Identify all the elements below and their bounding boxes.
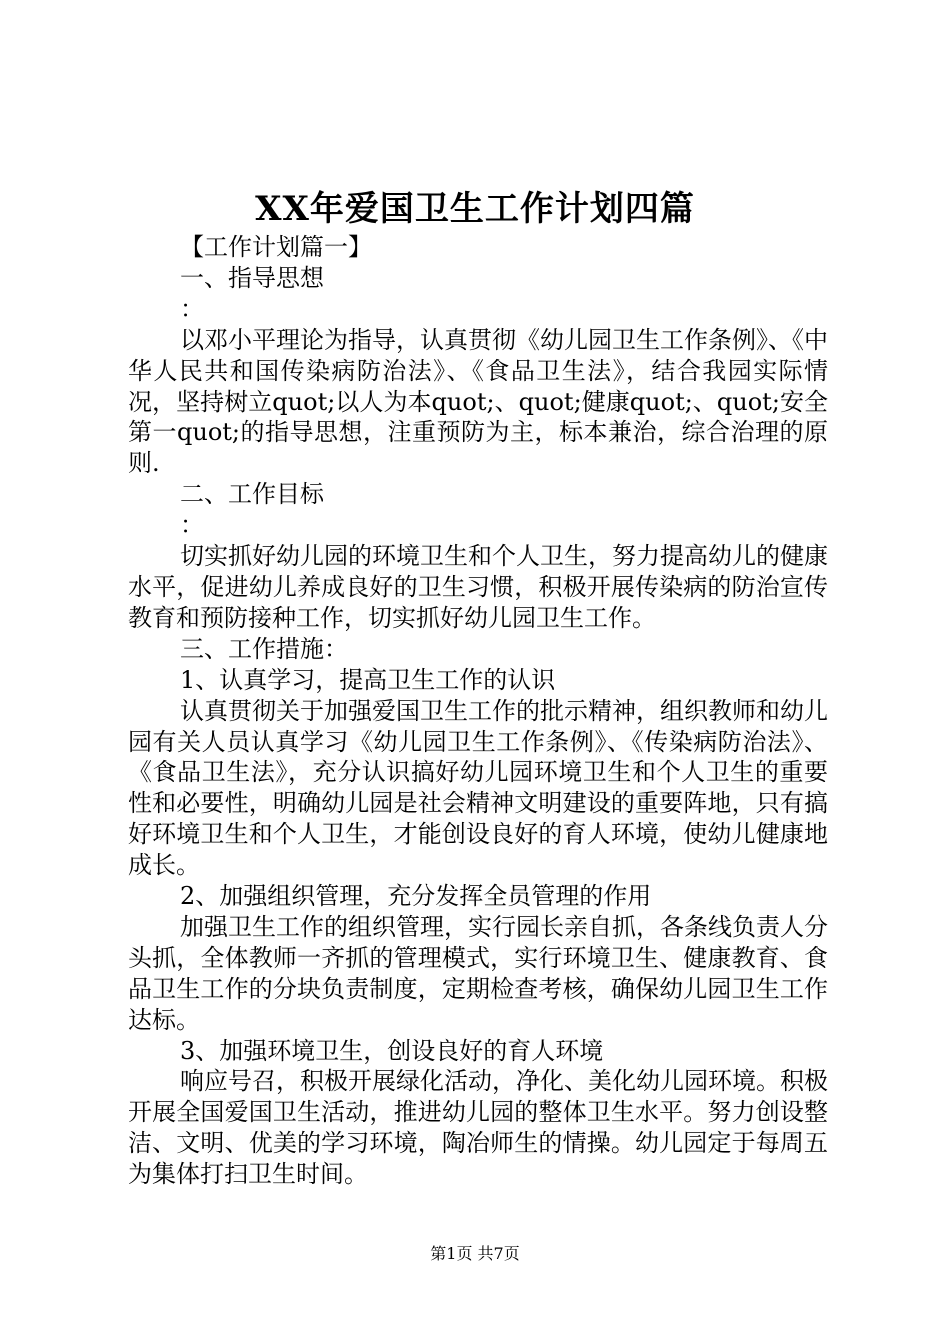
paragraph-measure-1: 认真贯彻关于加强爱国卫生工作的批示精神，组织教师和幼儿园有关人员认真学习《幼儿园卫生工作条例》、《传染病防治法》、《食品卫生法》，充分认识搞好幼儿园环境卫生和个人卫生的重要性和必要性，明确幼儿园是社会精神文明建设的重要阵地，只有搞好环境卫生和个人卫生，才能创设良好的育人环境，使幼儿健康地成长。 <box>128 696 828 880</box>
paragraph-measure-2: 加强卫生工作的组织管理，实行园长亲自抓，各条线负责人分头抓，全体教师一齐抓的管理模式，实行环境卫生、健康教育、食品卫生工作的分块负责制度，定期检查考核，确保幼儿园卫生工作达标。 <box>128 912 828 1034</box>
subheading-measure-2: 2、加强组织管理，充分发挥全员管理的作用 <box>180 882 652 911</box>
section-heading-plan-one: 【工作计划篇一】 <box>180 233 372 261</box>
paragraph-work-goals: 切实抓好幼儿园的环境卫生和个人卫生，努力提高幼儿的健康水平，促进幼儿养成良好的卫生习惯，积极开展传染病的防治宣传教育和预防接种工作，切实抓好幼儿园卫生工作。 <box>128 542 828 632</box>
subheading-measure-3: 3、加强环境卫生，创设良好的育人环境 <box>180 1036 604 1065</box>
heading-colon: ： <box>180 294 204 323</box>
document-body <box>128 232 828 1190</box>
document-title: XX年爱国卫生工作计划四篇 <box>255 189 695 229</box>
paragraph-measure-3: 响应号召，积极开展绿化活动，净化、美化幼儿园环境。积极开展全国爱国卫生活动，推进幼儿园的整体卫生水平。努力创设整洁、文明、优美的学习环境，陶冶师生的情操。幼儿园定于每周五为集体打扫卫生时间。 <box>128 1067 828 1189</box>
paragraph-guiding-ideology: 以邓小平理论为指导，认真贯彻《幼儿园卫生工作条例》、《中华人民共和国传染病防治法》、《食品卫生法》，结合我园实际情况，坚持树立quot;以人为本quot;、quot;健康quot;、quot;安全第一quot;的指导思想，注重预防为主，标本兼治，综合治理的原则. <box>128 325 828 478</box>
heading-colon: ： <box>180 511 204 540</box>
heading-work-measures: 三、工作措施： <box>180 634 348 663</box>
subheading-measure-1: 1、认真学习，提高卫生工作的认识 <box>180 665 556 694</box>
heading-guiding-ideology: 一、指导思想 <box>180 263 324 292</box>
page-footer: 第1页 共7页 <box>430 1244 520 1263</box>
heading-work-goals: 二、工作目标 <box>180 480 324 509</box>
